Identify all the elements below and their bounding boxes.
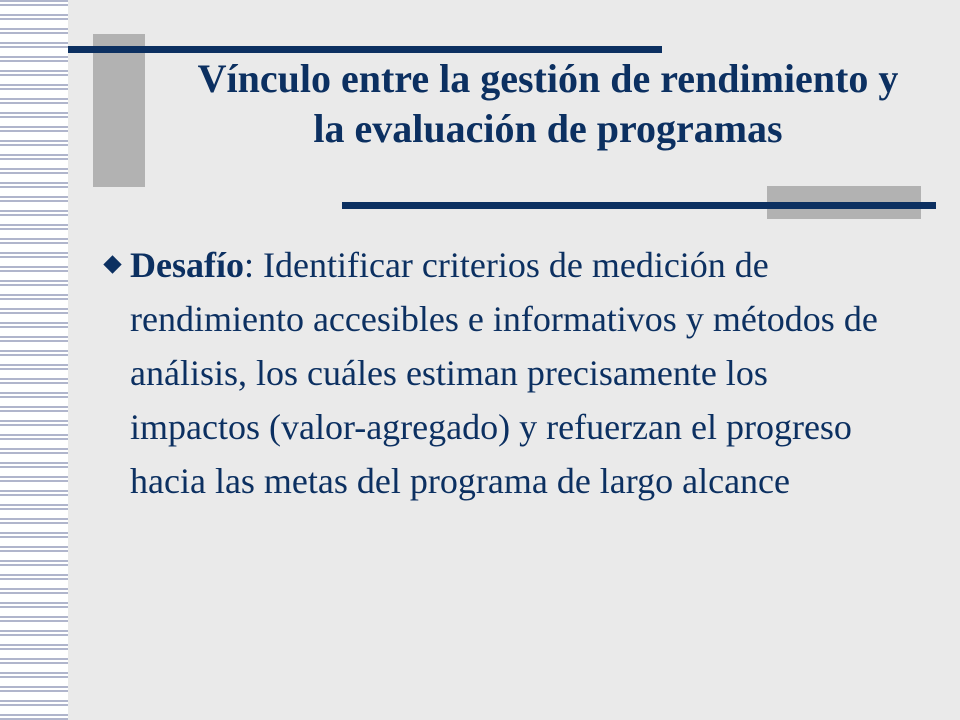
bottom-navy-bar-decoration xyxy=(342,202,936,209)
bullet-separator: : xyxy=(243,245,254,285)
bullet-item xyxy=(104,238,904,508)
slide-title: Vínculo entre la gestión de rendimiento y la evaluación de programas xyxy=(197,56,899,151)
bullet-term: Desafío xyxy=(130,245,244,285)
bullet-list xyxy=(104,238,904,508)
side-stripe-decoration xyxy=(0,0,68,720)
top-gray-block-decoration xyxy=(93,34,145,187)
bullet-text: Identificar criterios de medición de rendimiento accesibles e informativos y métodos de análisis, los cuáles estiman precisamente los impactos (valor-agregado) y refuerzan el progreso hacia las metas del programa de largo alcance xyxy=(130,245,878,501)
top-navy-bar-decoration xyxy=(68,46,662,53)
diamond-bullet-icon xyxy=(103,255,121,273)
